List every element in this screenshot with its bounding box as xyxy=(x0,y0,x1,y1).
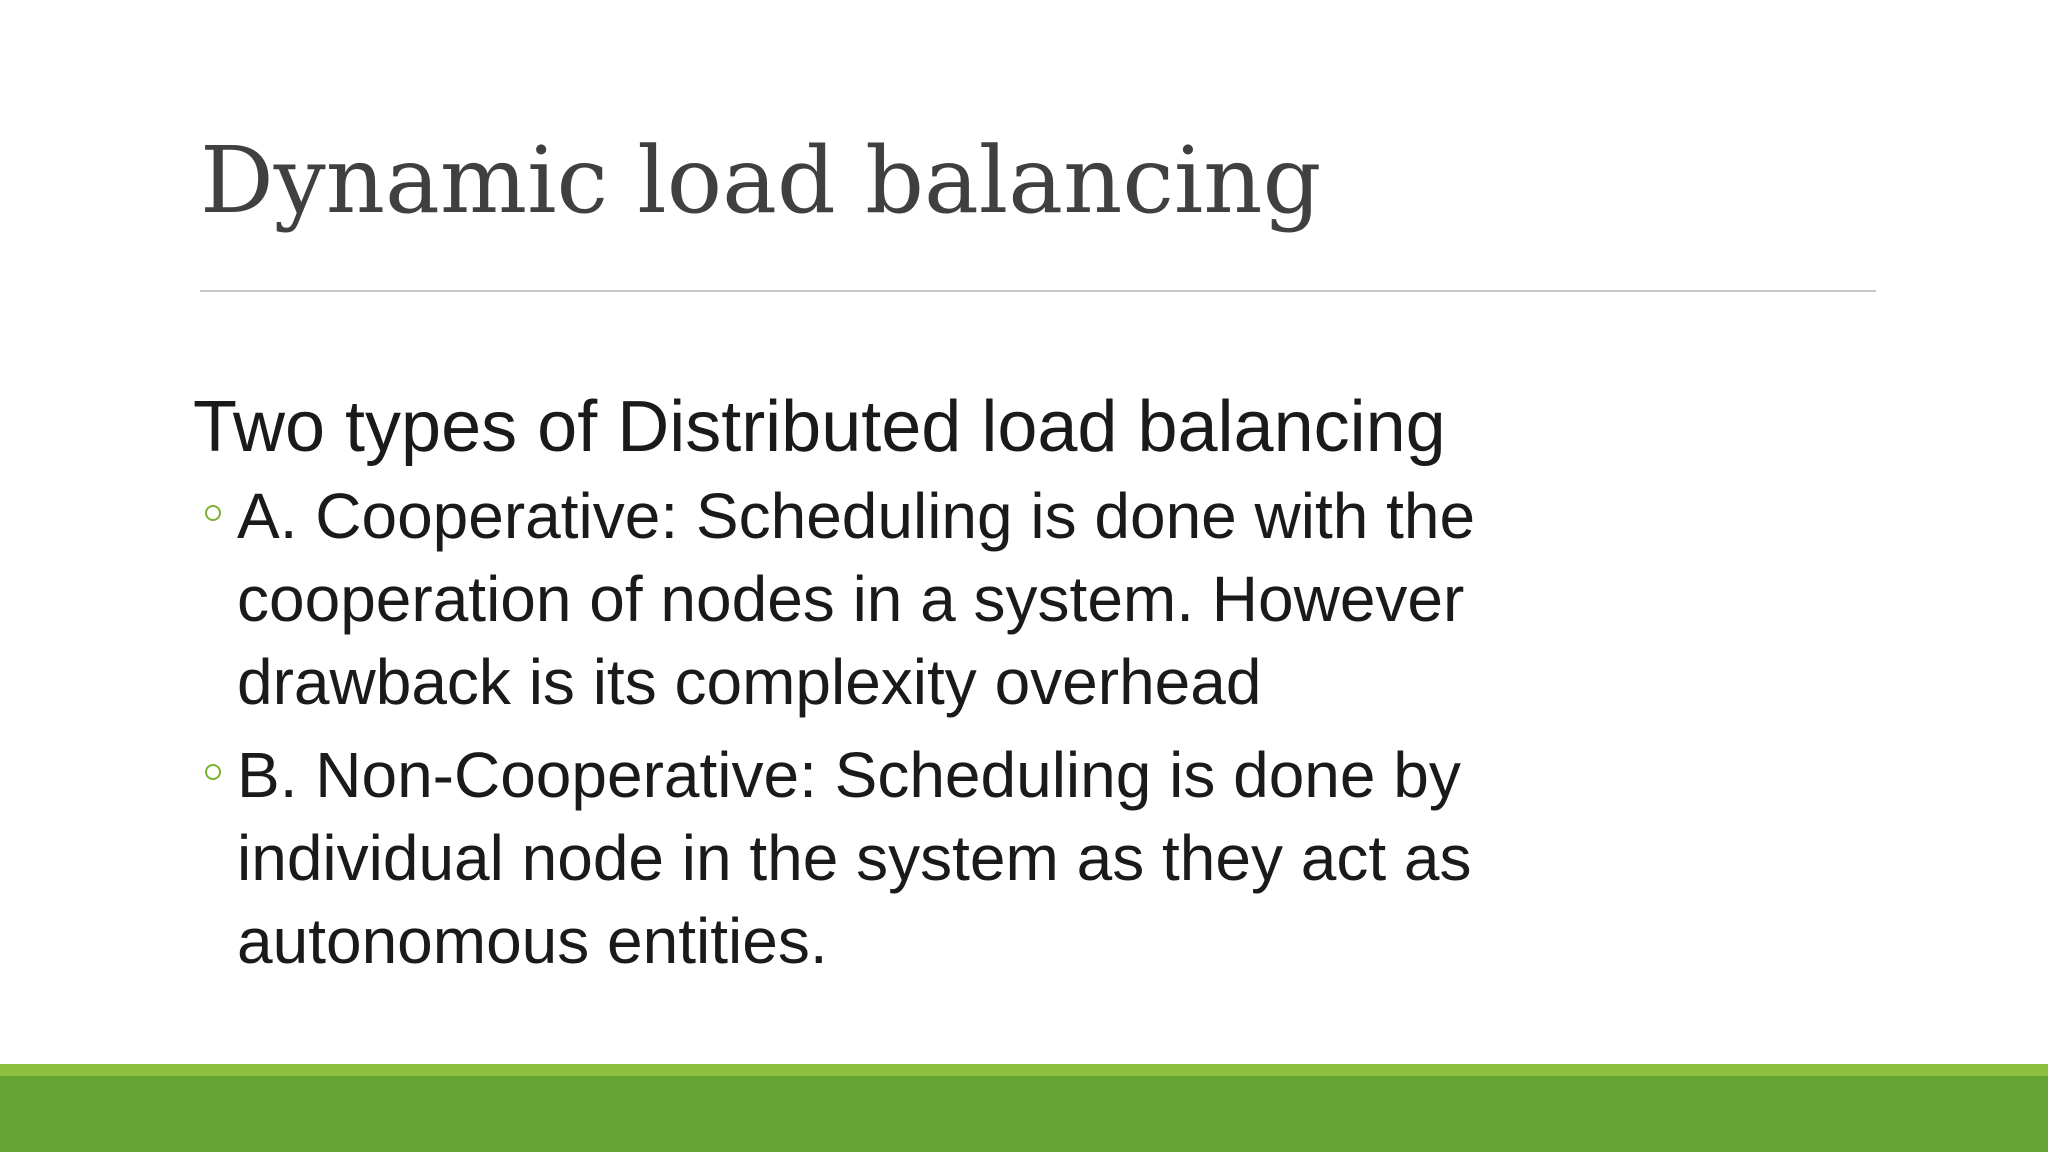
slide-body xyxy=(193,385,1643,993)
bullet-text: B. Non-Cooperative: Scheduling is done by individual node in the system as they act as autonomous entities. xyxy=(237,739,1472,977)
body-heading: Two types of Distributed load balancing xyxy=(193,387,1446,467)
circle-bullet-icon xyxy=(205,505,221,521)
bullet-text: A. Cooperative: Scheduling is done with the cooperation of nodes in a system. However drawback is its complexity overhead xyxy=(237,480,1476,718)
footer-band xyxy=(0,1076,2048,1152)
bullet-item-non-cooperative xyxy=(193,734,1643,983)
title-divider xyxy=(200,290,1876,292)
bullet-item-cooperative xyxy=(193,475,1643,724)
circle-bullet-icon xyxy=(205,764,221,780)
footer-accent-stripe xyxy=(0,1064,2048,1076)
slide-title: Dynamic load balancing xyxy=(200,127,1322,234)
bullet-list xyxy=(193,475,1643,983)
